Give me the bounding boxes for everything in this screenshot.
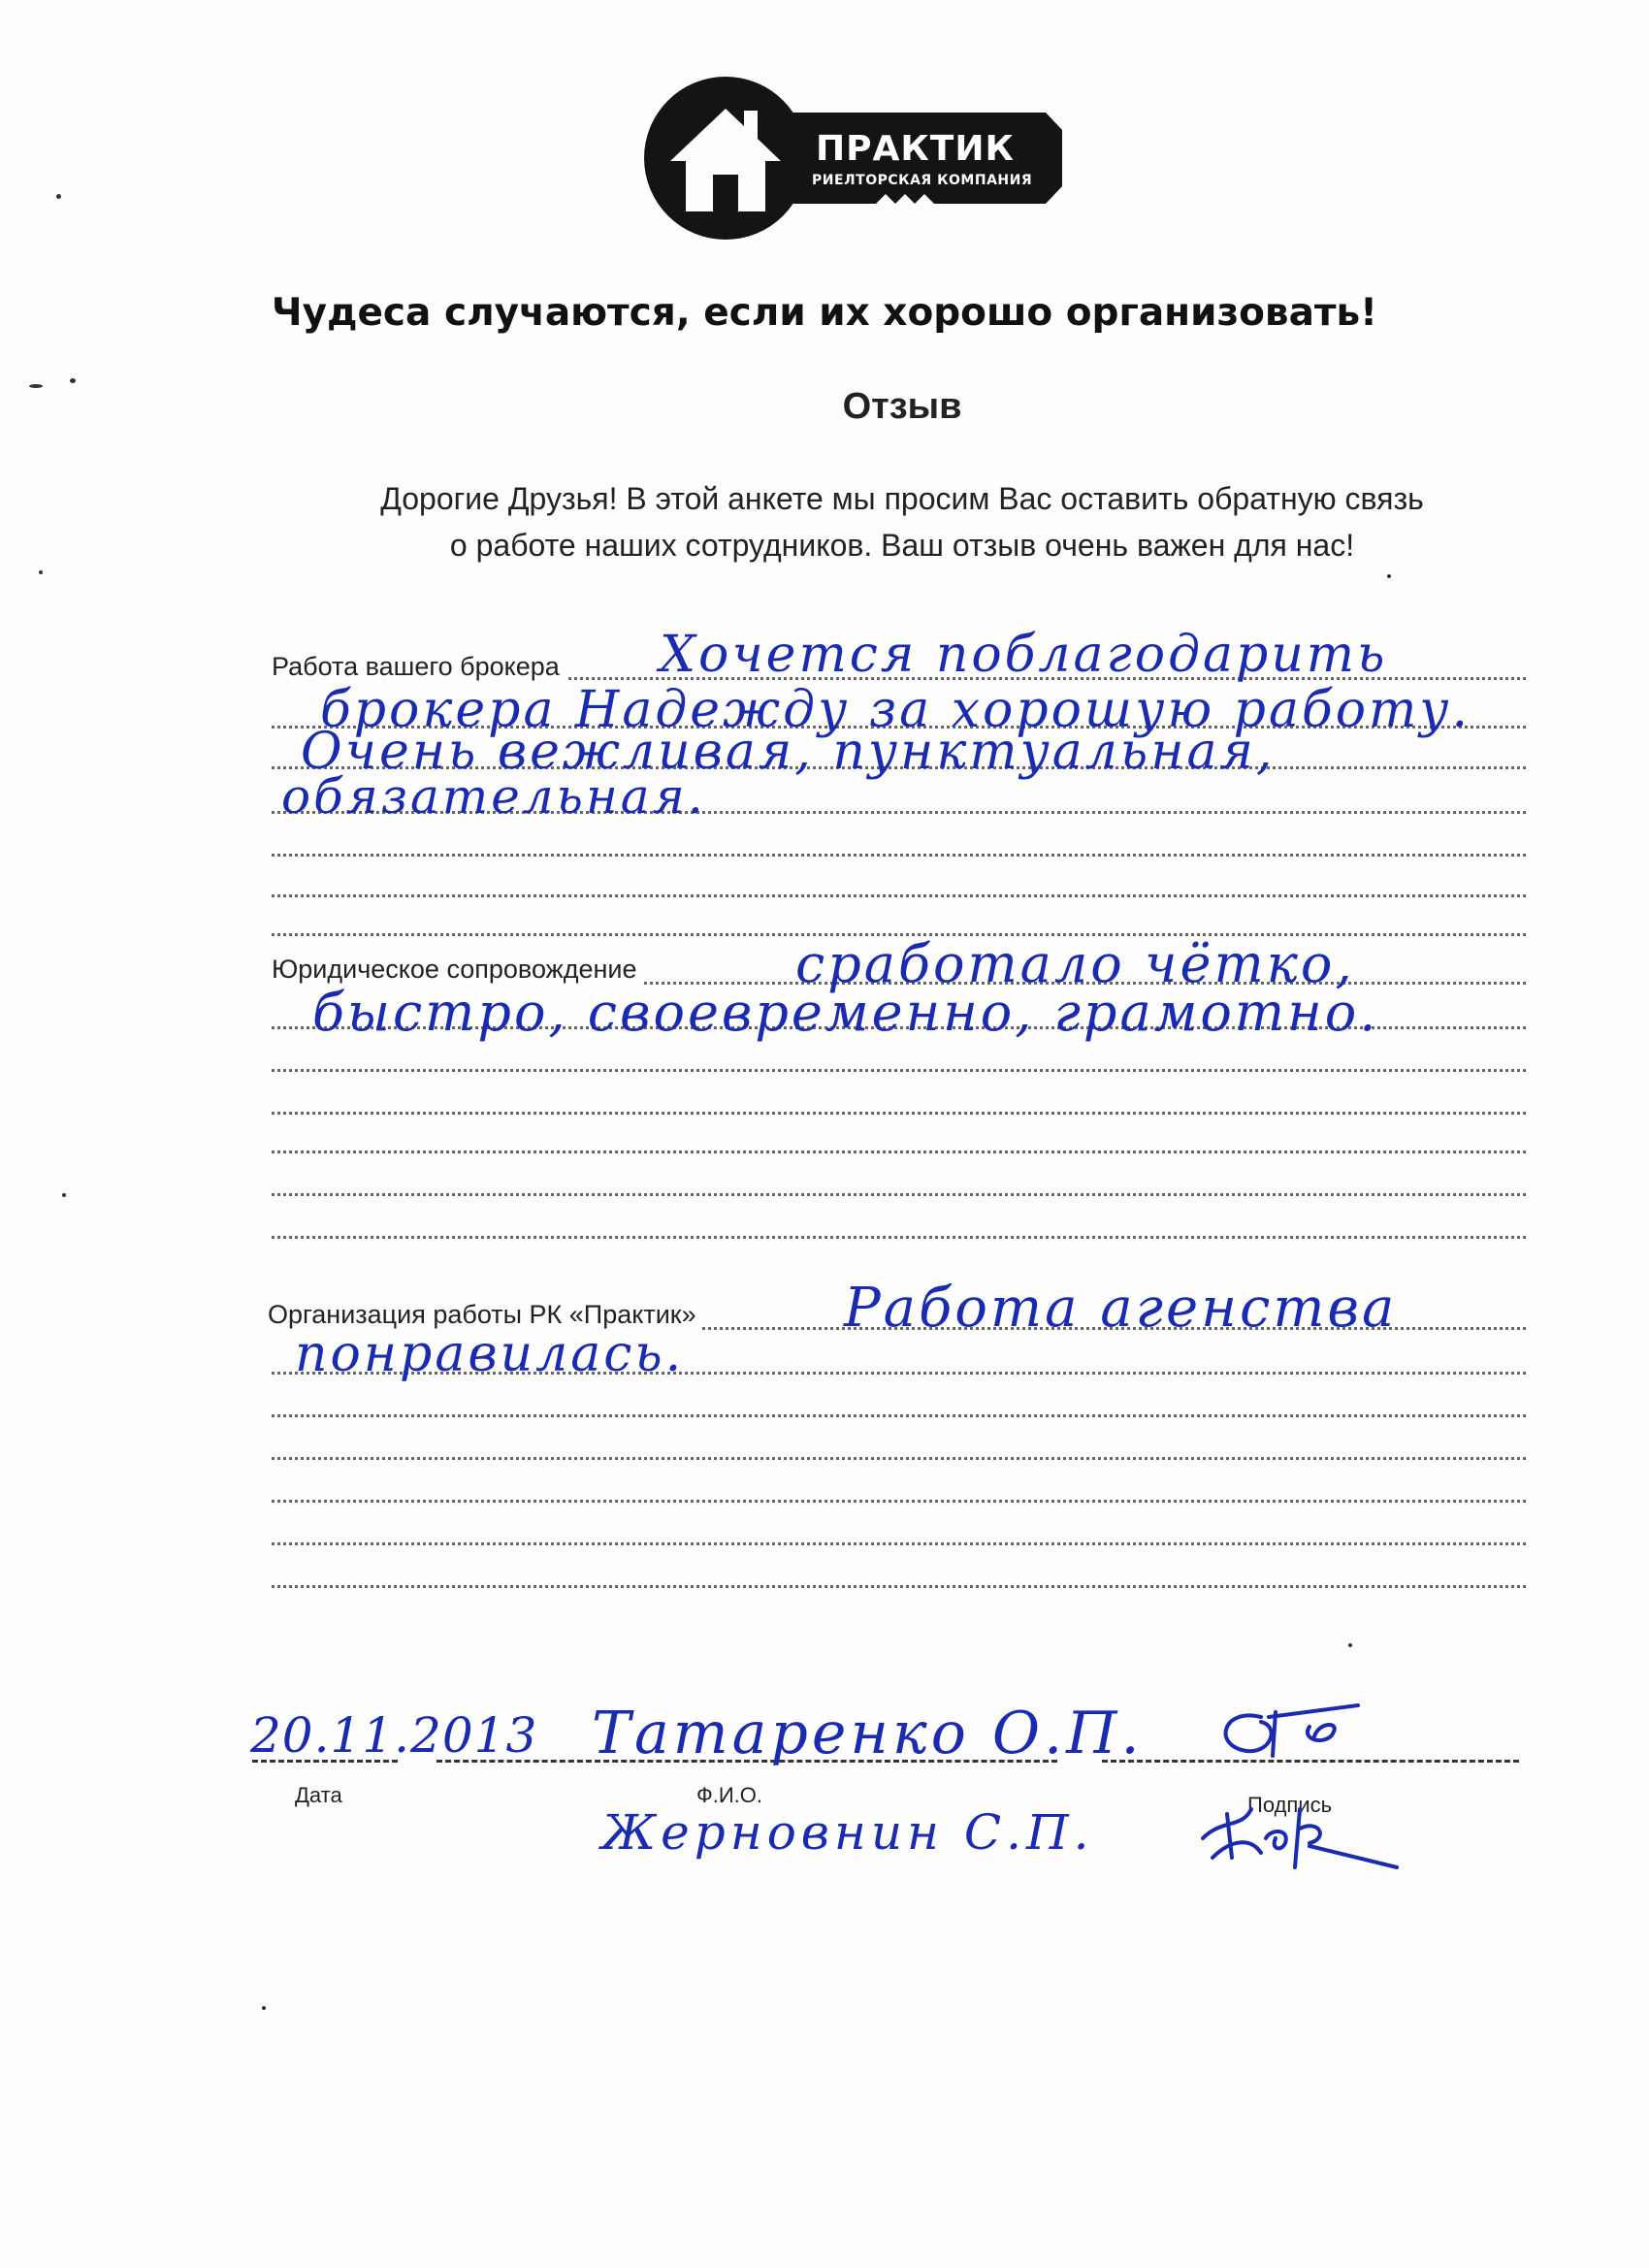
- scan-speck: [262, 2006, 266, 2010]
- signature-caption: Подпись: [1247, 1793, 1333, 1817]
- organization-answer-line-2[interactable]: понравилась.: [295, 1325, 685, 1383]
- organization-answer-line-1[interactable]: Работа агенства: [844, 1277, 1398, 1340]
- answer-line: [272, 894, 1526, 897]
- intro-line-2: о работе наших сотрудников. Ваш отзыв очень важен для нас!: [449, 528, 1355, 563]
- date-caption: Дата: [295, 1783, 342, 1807]
- scan-speck: [39, 570, 43, 574]
- company-logo: [643, 76, 1062, 241]
- scan-speck: [62, 1193, 66, 1197]
- organization-label: Организация работы РК «Практик»: [268, 1300, 702, 1330]
- slogan: Чудеса случаются, если их хорошо организовать!: [272, 291, 1377, 335]
- answer-line: [272, 1112, 1526, 1115]
- scan-speck: [70, 378, 76, 383]
- second-signature-icon: [1193, 1799, 1406, 1877]
- logo-brand-subtitle: РИЕЛТОРСКАЯ КОМПАНИЯ: [812, 173, 1033, 188]
- answer-line: [272, 854, 1526, 857]
- answer-line: [272, 1150, 1526, 1153]
- scan-speck: [1387, 574, 1391, 578]
- broker-answer-line-1[interactable]: Хочется поблагодарить: [660, 626, 1388, 684]
- broker-answer-line-4[interactable]: обязательная.: [281, 768, 706, 825]
- legal-label: Юридическое сопровождение: [272, 955, 643, 985]
- broker-label: Работа вашего брокера: [272, 652, 566, 682]
- answer-line: [272, 1585, 1526, 1588]
- answer-line: [272, 1193, 1526, 1196]
- second-name-value[interactable]: Жерновнин С.П.: [601, 1804, 1094, 1861]
- name-value[interactable]: Татаренко О.П.: [592, 1700, 1144, 1767]
- answer-line: [272, 1457, 1526, 1460]
- scan-speck: [29, 384, 43, 388]
- scan-speck: [1348, 1643, 1352, 1647]
- legal-answer-line-2[interactable]: быстро, своевременно, грамотно.: [312, 982, 1379, 1043]
- date-value[interactable]: 20.11.2013: [250, 1707, 538, 1764]
- answer-line: [272, 1542, 1526, 1545]
- answer-line: [272, 1069, 1526, 1072]
- name-caption: Ф.И.О.: [696, 1783, 762, 1807]
- answer-line: [272, 1236, 1526, 1239]
- broker-answer-line-2[interactable]: брокера Надежду за хорошую работу.: [320, 681, 1471, 739]
- page-title: Отзыв: [842, 386, 962, 427]
- signature-mark-icon: [1203, 1698, 1377, 1775]
- broker-answer-line-3[interactable]: Очень вежливая, пунктуальная,: [301, 723, 1276, 781]
- legal-answer-line-1[interactable]: сработало чётко,: [795, 933, 1355, 994]
- scan-speck: [56, 194, 61, 199]
- intro-line-1: Дорогие Друзья! В этой анкете мы просим Вас оставить обратную связь: [380, 481, 1424, 516]
- answer-line: [272, 1414, 1526, 1417]
- intro-text: [262, 475, 1542, 568]
- answer-line: [272, 1500, 1526, 1503]
- logo-brand-name: ПРАКТИК: [816, 129, 1015, 169]
